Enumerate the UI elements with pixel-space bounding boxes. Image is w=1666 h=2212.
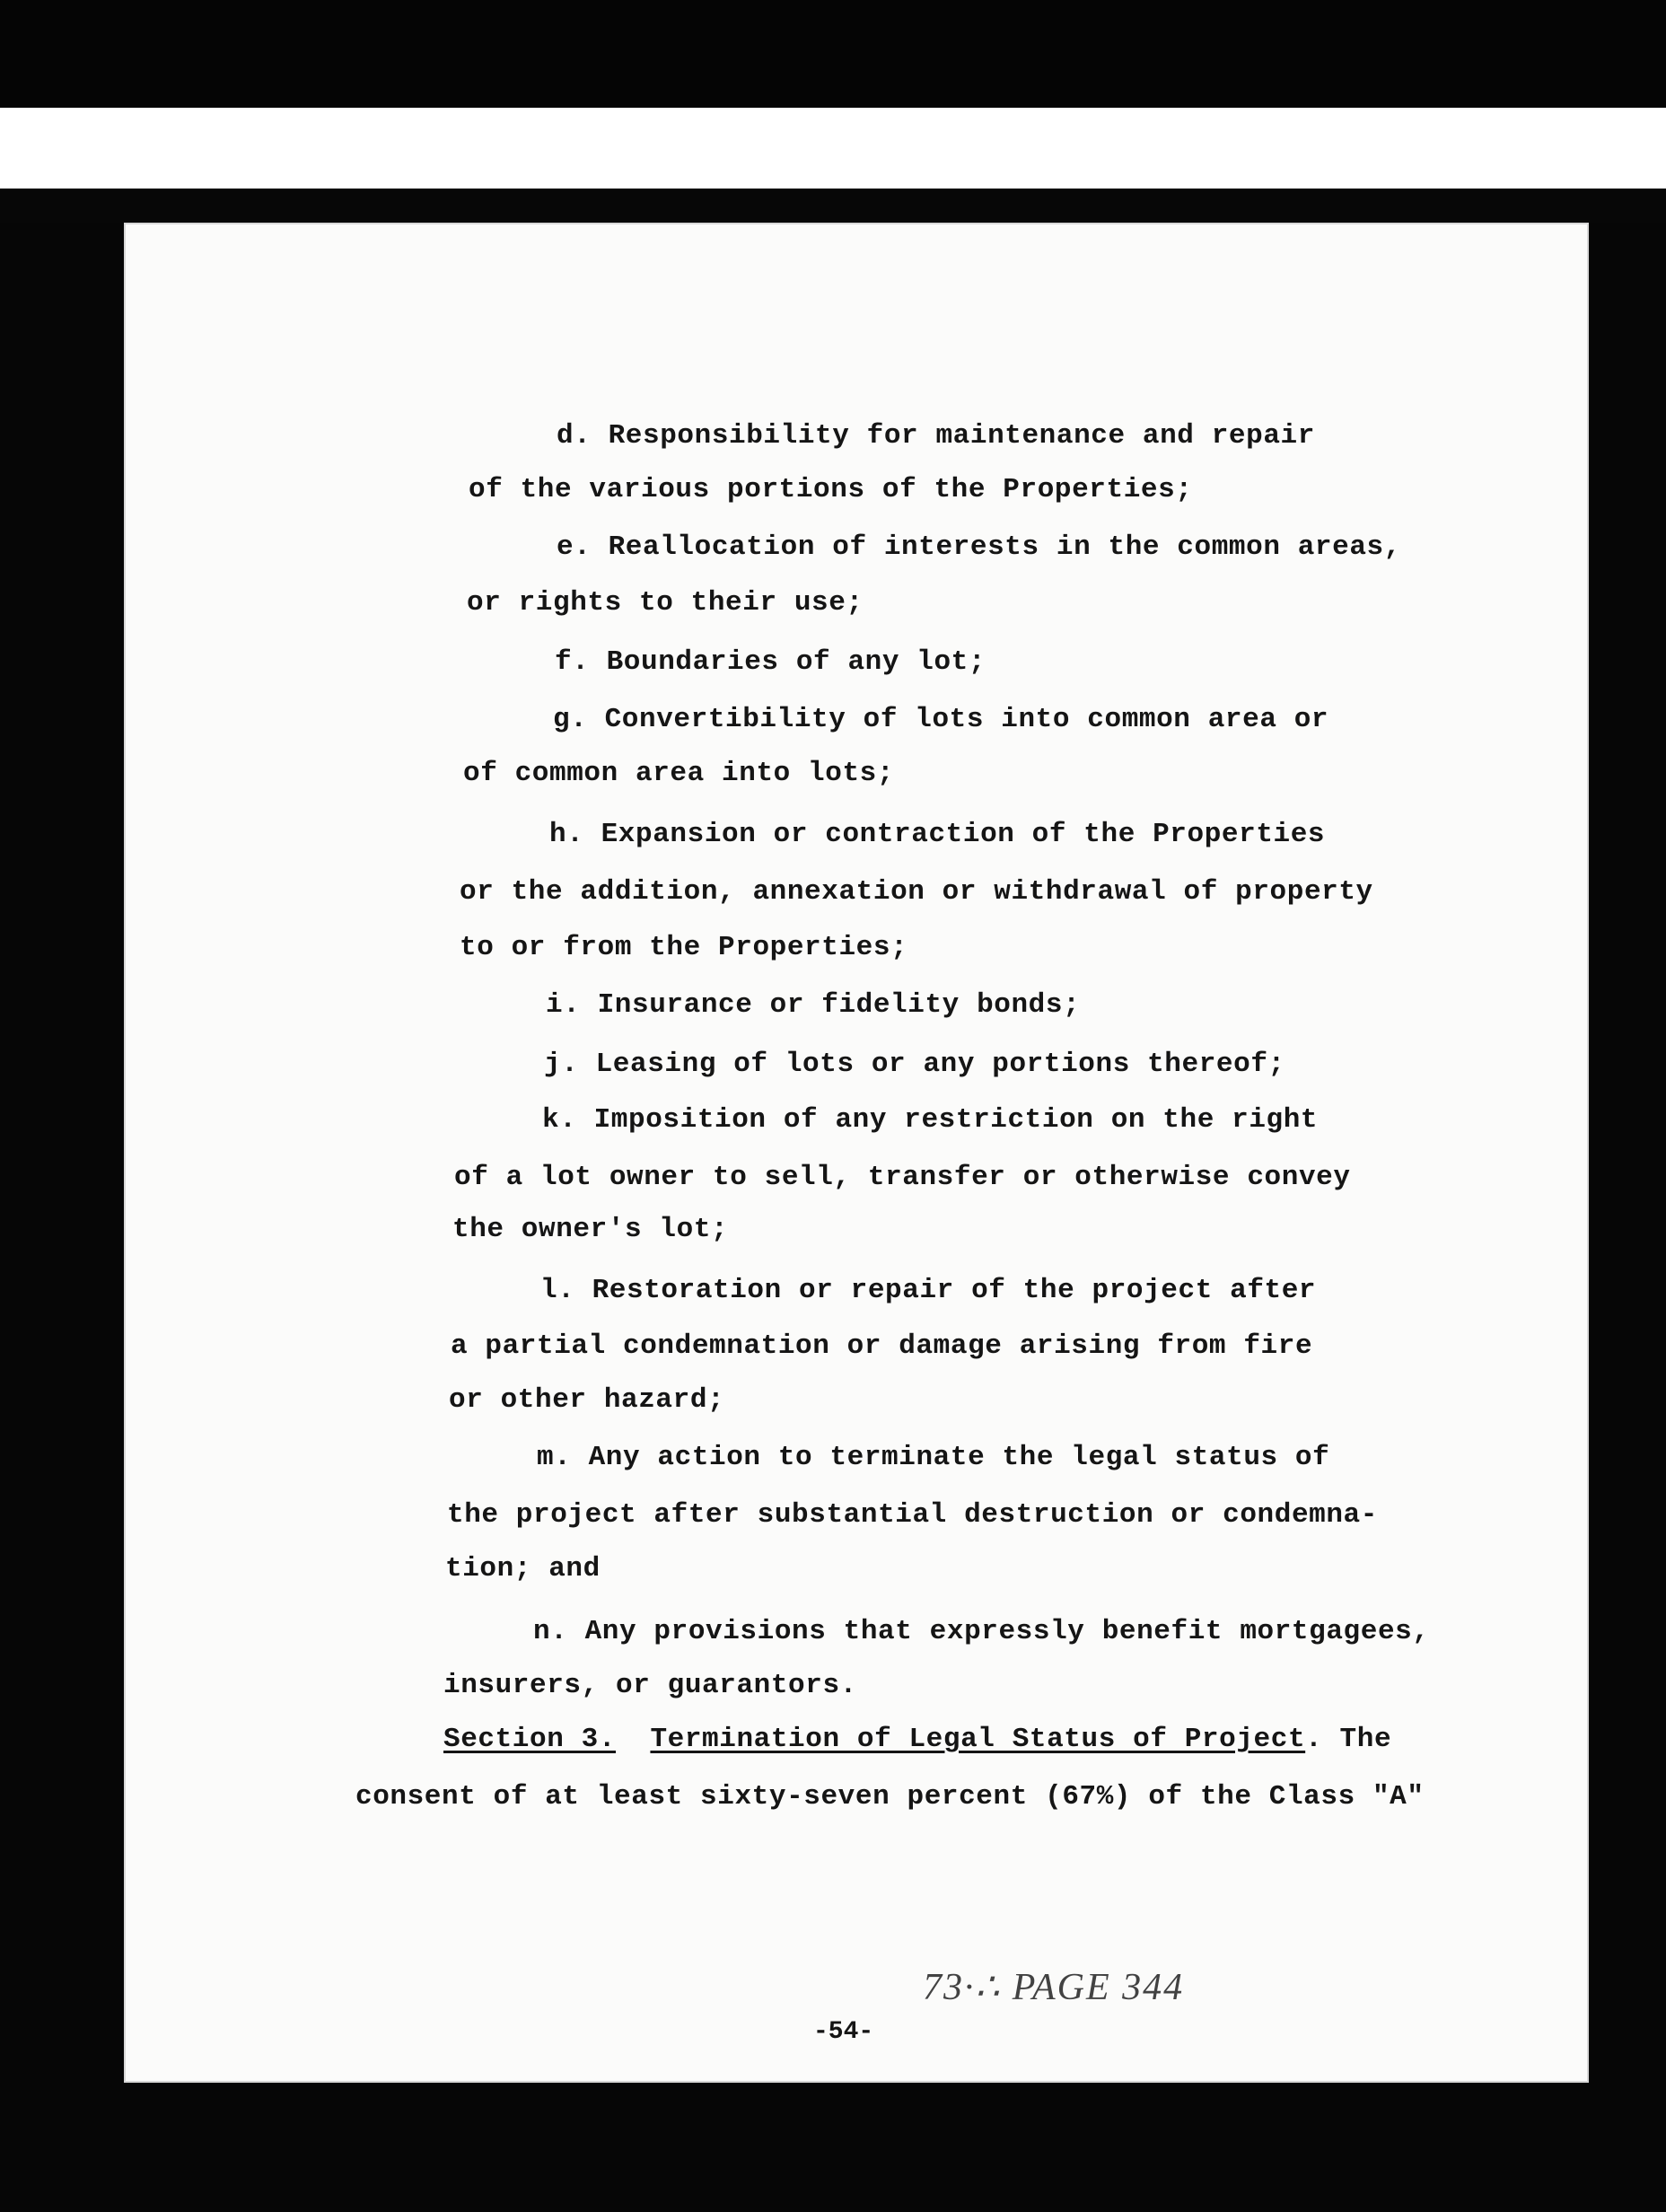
section-label: Section 3. [443,1724,617,1755]
document-page [124,223,1589,2083]
item-k-line-2: of a lot owner to sell, transfer or otherwise convey [454,1162,1351,1193]
item-d-line-1: d. Responsibility for maintenance and repair [557,420,1315,452]
item-l-line-2: a partial condemnation or damage arising from fire [451,1330,1313,1362]
item-i-line-1: i. Insurance or fidelity bonds; [546,989,1081,1021]
item-k-line-1: k. Imposition of any restriction on the right [542,1104,1319,1136]
scanner-header-strip [0,108,1666,189]
section-heading-line [443,1722,1391,1758]
section-title: Termination of Legal Status of Project [650,1724,1306,1755]
item-d-line-2: of the various portions of the Properties; [469,474,1193,505]
section-heading-tail: . The [1305,1724,1392,1755]
item-k-line-3: the owner's lot; [452,1214,729,1245]
item-h-line-1: h. Expansion or contraction of the Properties [549,819,1326,850]
item-n-line-2: insurers, or guarantors. [443,1670,857,1701]
item-m-line-1: m. Any action to terminate the legal status of [537,1442,1330,1473]
item-e-line-2: or rights to their use; [467,587,864,619]
book-page-stamp: 73·∴ PAGE 344 [923,1967,1185,2008]
item-l-line-3: or other hazard; [449,1384,725,1416]
item-f-line-1: f. Boundaries of any lot; [555,646,986,678]
item-h-line-2: or the addition, annexation or withdrawal of property [460,876,1373,908]
item-h-line-3: to or from the Properties; [460,932,908,963]
scanner-dark-gap [0,189,1666,223]
item-g-line-2: of common area into lots; [463,758,895,789]
item-e-line-1: e. Reallocation of interests in the common areas, [557,531,1401,563]
page-number: -54- [813,2018,874,2046]
item-g-line-1: g. Convertibility of lots into common area or [553,704,1329,735]
scanner-top-border [0,0,1666,108]
page-content [124,223,1589,2083]
item-n-line-1: n. Any provisions that expressly benefit mortgagees, [533,1616,1430,1647]
section-continuation-line: consent of at least sixty-seven percent (67%) of the Class "A" [355,1781,1425,1813]
scanner-bottom-border [0,2083,1666,2212]
item-m-line-2: the project after substantial destruction or condemna- [447,1499,1378,1531]
item-m-line-3: tion; and [445,1553,601,1584]
item-j-line-1: j. Leasing of lots or any portions thereof; [544,1049,1285,1080]
item-l-line-1: l. Restoration or repair of the project after [540,1275,1317,1306]
